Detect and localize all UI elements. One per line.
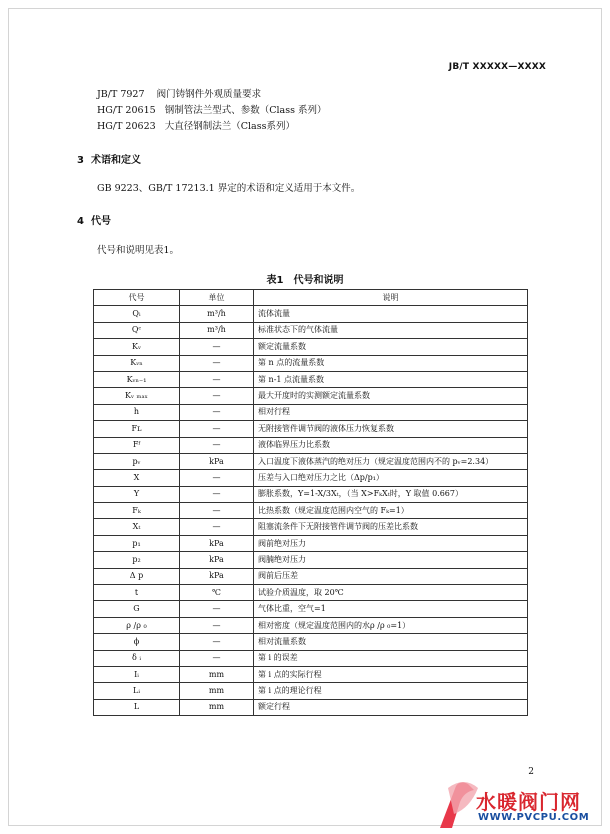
reference-code: HG/T 20623 [97, 121, 156, 132]
cell-description: 阀腩绝对压力 [254, 552, 528, 568]
table-row [94, 322, 528, 338]
section-4-heading [77, 212, 111, 227]
cell-unit: kPa [180, 535, 254, 551]
cell-description: 压差与入口绝对压力之比（Δp/p₁） [254, 470, 528, 486]
table-row [94, 601, 528, 617]
cell-code: Kᵥ [94, 339, 180, 355]
cell-description: 阀前后压差 [254, 568, 528, 584]
cell-code: X [94, 470, 180, 486]
cell-unit: — [180, 388, 254, 404]
cell-description: 额定行程 [254, 699, 528, 715]
cell-unit: — [180, 437, 254, 453]
section-title: 代号 [91, 216, 111, 227]
cell-unit: — [180, 617, 254, 633]
cell-description: 比热系数（规定温度范围内空气的 Fₖ=1） [254, 503, 528, 519]
page-number: 2 [528, 767, 534, 777]
cell-code: Kᵥ ₘₐₓ [94, 388, 180, 404]
cell-code: Δ p [94, 568, 180, 584]
table-row [94, 306, 528, 322]
reference-item [97, 102, 326, 116]
header-code: 代号 [94, 290, 180, 306]
cell-unit: — [180, 404, 254, 420]
cell-unit: — [180, 421, 254, 437]
cell-description: 相对流量系数 [254, 634, 528, 650]
cell-description: 无附接管件调节阀的液体压力恢复系数 [254, 421, 528, 437]
cell-description: 最大开度时的实测额定流量系数 [254, 388, 528, 404]
table-row [94, 634, 528, 650]
cell-description: 标准状态下的气体流量 [254, 322, 528, 338]
cell-description: 第 n-1 点流量系数 [254, 371, 528, 387]
cell-unit: — [180, 339, 254, 355]
cell-description: 相对行程 [254, 404, 528, 420]
cell-code: Fₖ [94, 503, 180, 519]
reference-title: 钢制管法兰型式、参数（Class 系列） [164, 105, 327, 116]
table-row [94, 683, 528, 699]
cell-code: Fᶠ [94, 437, 180, 453]
cell-code: pᵥ [94, 453, 180, 469]
section-3-heading [77, 151, 141, 166]
cell-description: 阻塞流条件下无附接管件调节阀的压差比系数 [254, 519, 528, 535]
cell-code: p₂ [94, 552, 180, 568]
cell-unit: — [180, 634, 254, 650]
reference-title: 大直径钢制法兰（Class系列） [164, 121, 295, 132]
reference-item [97, 118, 295, 132]
table-row [94, 535, 528, 551]
table-row [94, 666, 528, 682]
cell-unit: — [180, 371, 254, 387]
table-row [94, 404, 528, 420]
watermark-brand: 水暖阀门网 [476, 790, 581, 814]
table-row [94, 470, 528, 486]
cell-code: t [94, 585, 180, 601]
cell-code: Y [94, 486, 180, 502]
cell-unit: ℃ [180, 585, 254, 601]
cell-description: 试验介质温度，取 20℃ [254, 585, 528, 601]
section-4-text: 代号和说明见表1。 [97, 245, 180, 256]
cell-unit: kPa [180, 453, 254, 469]
cell-code: Fʟ [94, 421, 180, 437]
table-row [94, 437, 528, 453]
table-row [94, 650, 528, 666]
reference-item [97, 86, 261, 100]
cell-unit: mm [180, 683, 254, 699]
cell-code: Kᵥₙ [94, 355, 180, 371]
cell-code: δ ᵢ [94, 650, 180, 666]
cell-code: ϕ [94, 634, 180, 650]
standard-id: JB/T XXXXX—XXXX [448, 62, 546, 72]
section-title: 术语和定义 [91, 155, 141, 166]
cell-code: Kᵥₙ₋₁ [94, 371, 180, 387]
table-row [94, 355, 528, 371]
cell-description: 液体临界压力比系数 [254, 437, 528, 453]
cell-description: 额定流量系数 [254, 339, 528, 355]
cell-unit: kPa [180, 568, 254, 584]
cell-unit: — [180, 486, 254, 502]
table-row [94, 371, 528, 387]
cell-description: 阀前绝对压力 [254, 535, 528, 551]
cell-description: 第 i 点的理论行程 [254, 683, 528, 699]
table-caption: 表1 代号和说明 [266, 275, 344, 286]
header-description: 说明 [254, 290, 528, 306]
reference-code: JB/T 7927 [97, 89, 145, 100]
cell-code: Xₜ [94, 519, 180, 535]
section-3-text: GB 9223、GB/T 17213.1 界定的术语和定义适用于本文件。 [97, 183, 361, 194]
cell-unit: m³/h [180, 322, 254, 338]
cell-code: L [94, 699, 180, 715]
table-row [94, 617, 528, 633]
section-number: 3 [77, 155, 84, 166]
cell-description: 流体流量 [254, 306, 528, 322]
table-row [94, 421, 528, 437]
table-row [94, 339, 528, 355]
cell-code: h [94, 404, 180, 420]
header-unit: 单位 [180, 290, 254, 306]
cell-unit: — [180, 601, 254, 617]
cell-code: Iᵢ [94, 666, 180, 682]
cell-description: 相对密度（规定温度范围内的水ρ /ρ ₀=1） [254, 617, 528, 633]
cell-description: 入口温度下液体蒸汽的绝对压力（规定温度范围内不的 pᵥ=2.34） [254, 453, 528, 469]
cell-description: 第 i 点的实际行程 [254, 666, 528, 682]
cell-code: Qᶜ [94, 322, 180, 338]
cell-description: 第 i 的误差 [254, 650, 528, 666]
cell-unit: — [180, 519, 254, 535]
cell-unit: m³/h [180, 306, 254, 322]
table-row [94, 486, 528, 502]
table-row [94, 519, 528, 535]
cell-description: 气体比重，空气=1 [254, 601, 528, 617]
cell-unit: — [180, 650, 254, 666]
reference-title: 阀门铸钢件外观质量要求 [156, 89, 262, 100]
cell-code: Lᵢ [94, 683, 180, 699]
cell-unit: — [180, 503, 254, 519]
cell-unit: mm [180, 699, 254, 715]
cell-code: G [94, 601, 180, 617]
table-header-row [94, 290, 528, 306]
cell-code: ρ /ρ ₀ [94, 617, 180, 633]
cell-description: 第 n 点的流量系数 [254, 355, 528, 371]
cell-code: p₁ [94, 535, 180, 551]
cell-unit: — [180, 470, 254, 486]
table-row [94, 453, 528, 469]
cell-unit: — [180, 355, 254, 371]
section-number: 4 [77, 216, 84, 227]
table-row [94, 388, 528, 404]
reference-code: HG/T 20615 [97, 105, 156, 116]
table-row [94, 585, 528, 601]
cell-unit: kPa [180, 552, 254, 568]
table-row [94, 552, 528, 568]
cell-code: Qᵢ [94, 306, 180, 322]
watermark-url: WWW.PVCPU.COM [478, 812, 590, 823]
cell-unit: mm [180, 666, 254, 682]
cell-description: 膨胀系数，Y=1-X/3Xₜ，（当 X>FₖXₜ时，Y 取值 0.667） [254, 486, 528, 502]
table-row [94, 699, 528, 715]
table-row [94, 503, 528, 519]
codes-table [93, 289, 528, 716]
table-row [94, 568, 528, 584]
